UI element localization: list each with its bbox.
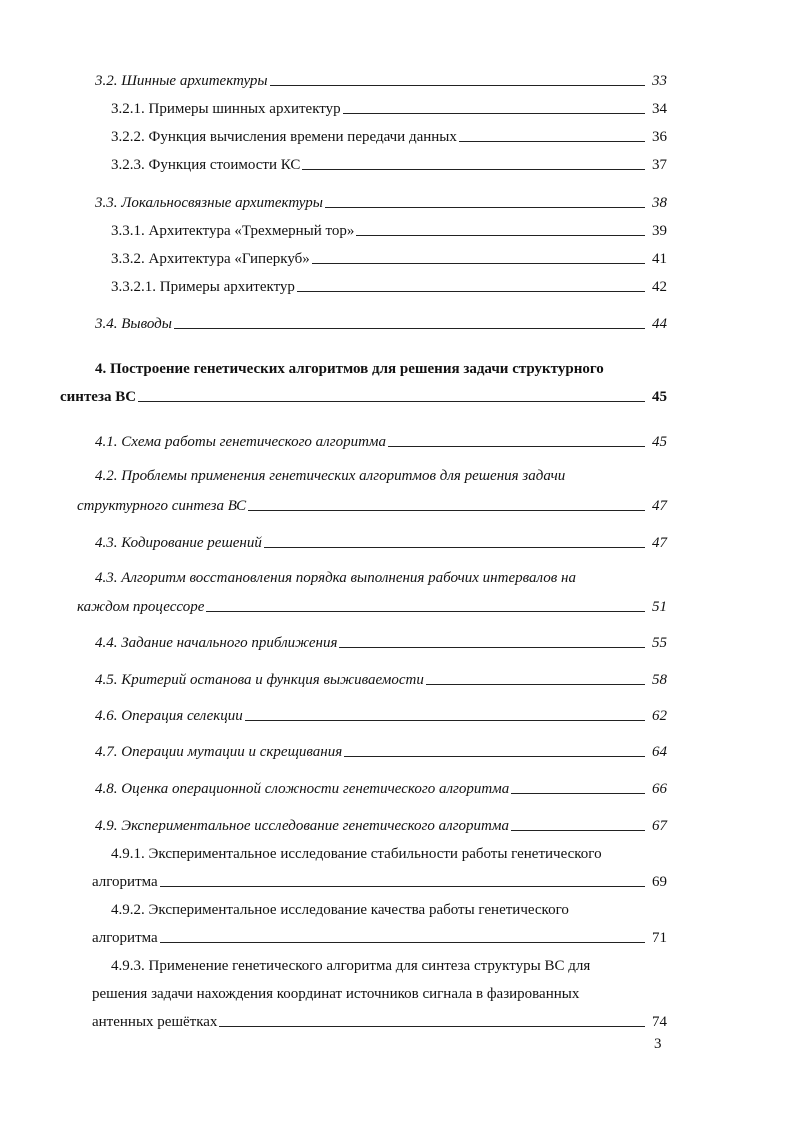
toc-page-number: 41 <box>652 251 667 267</box>
leader-line <box>297 290 645 292</box>
toc-entry <box>111 246 667 268</box>
toc-entry <box>95 190 667 212</box>
leader-line <box>459 140 645 142</box>
toc-page-number: 34 <box>652 101 667 117</box>
leader-line <box>174 327 645 329</box>
toc-page-number: 74 <box>652 1014 667 1030</box>
toc-page-number: 51 <box>652 599 667 615</box>
toc-page-number: 47 <box>652 535 667 551</box>
toc-entry <box>95 667 667 689</box>
toc-title: антенных решётках <box>92 1014 218 1030</box>
chapter-heading-line1: 4. Построение генетических алгоритмов для решения задачи структурного <box>95 361 604 377</box>
toc-page-number: 37 <box>652 157 667 173</box>
toc-page-number: 38 <box>652 195 667 211</box>
toc-title-line1: 4.9.2. Экспериментальное исследование качества работы генетического <box>111 902 569 918</box>
leader-line <box>206 610 645 612</box>
toc-page-number: 45 <box>652 434 667 450</box>
leader-line <box>264 546 645 548</box>
toc-page-number: 36 <box>652 129 667 145</box>
toc-entry <box>95 630 667 652</box>
toc-title: 3.3.1. Архитектура «Трехмерный тор» <box>111 223 355 239</box>
leader-line <box>344 755 645 757</box>
toc-page-number: 69 <box>652 874 667 890</box>
leader-line <box>245 719 645 721</box>
toc-entry <box>77 493 667 515</box>
leader-line <box>219 1025 645 1027</box>
toc-page-number: 71 <box>652 930 667 946</box>
toc-title: 3.3. Локальносвязные архитектуры <box>95 195 323 211</box>
toc-title: 3.2.2. Функция вычисления времени передачи данных <box>111 129 457 145</box>
toc-title: 3.3.2.1. Примеры архитектур <box>111 279 295 295</box>
toc-entry <box>95 813 667 835</box>
page-number: 3 <box>654 1036 662 1052</box>
leader-line <box>160 885 645 887</box>
toc-title: 4.3. Кодирование решений <box>95 535 262 551</box>
toc-page-number: 45 <box>652 389 667 405</box>
leader-line <box>248 509 645 511</box>
leader-line <box>511 829 645 831</box>
toc-title-line1: 4.2. Проблемы применения генетических алгоритмов для решения задачи <box>95 468 566 484</box>
toc-entry <box>92 925 667 947</box>
toc-title: 3.2.3. Функция стоимости КС <box>111 157 301 173</box>
toc-page-number: 55 <box>652 635 667 651</box>
toc-entry <box>95 311 667 333</box>
toc-title: 4.8. Оценка операционной сложности генетического алгоритма <box>95 781 510 797</box>
toc-page-number: 67 <box>652 818 667 834</box>
leader-line <box>343 112 645 114</box>
toc-title: 3.4. Выводы <box>95 316 172 332</box>
toc-title: 4.6. Операция селекции <box>95 708 243 724</box>
toc-title: алгоритма <box>92 874 158 890</box>
leader-line <box>388 445 645 447</box>
toc-entry <box>111 274 667 296</box>
toc-entry <box>60 384 667 406</box>
toc-entry <box>111 152 667 174</box>
leader-line <box>138 400 645 402</box>
leader-line <box>511 792 645 794</box>
toc-entry <box>95 739 667 761</box>
leader-line <box>325 206 645 208</box>
toc-entry <box>111 218 667 240</box>
toc-title: 4.4. Задание начального приближения <box>95 635 338 651</box>
toc-entry <box>95 68 667 90</box>
toc-title: 3.2. Шинные архитектуры <box>95 73 268 89</box>
toc-title-line1: 4.9.3. Применение генетического алгоритма для синтеза структуры ВС для <box>111 958 591 974</box>
toc-entry <box>111 96 667 118</box>
leader-line <box>160 941 645 943</box>
toc-page-number: 44 <box>652 316 667 332</box>
toc-title: синтеза ВС <box>60 389 137 405</box>
toc-page-number: 42 <box>652 279 667 295</box>
toc-page-number: 62 <box>652 708 667 724</box>
toc-title: 3.3.2. Архитектура «Гиперкуб» <box>111 251 310 267</box>
toc-page-number: 66 <box>652 781 667 797</box>
toc-title: алгоритма <box>92 930 158 946</box>
leader-line <box>339 646 645 648</box>
toc-page-number: 33 <box>652 73 667 89</box>
toc-title-line1: 4.9.1. Экспериментальное исследование стабильности работы генетического <box>111 846 602 862</box>
toc-entry <box>77 594 667 616</box>
toc-entry <box>95 703 667 725</box>
toc-entry <box>92 1009 667 1031</box>
leader-line <box>270 84 645 86</box>
toc-title: каждом процессоре <box>77 599 205 615</box>
toc-title: 3.2.1. Примеры шинных архитектур <box>111 101 341 117</box>
leader-line <box>356 234 645 236</box>
toc-entry <box>92 869 667 891</box>
toc-entry <box>95 530 667 552</box>
toc-page-number: 64 <box>652 744 667 760</box>
leader-line <box>426 683 645 685</box>
toc-title: 4.5. Критерий останова и функция выживаемости <box>95 672 424 688</box>
toc-entry <box>95 776 667 798</box>
toc-title: 4.7. Операции мутации и скрещивания <box>95 744 343 760</box>
toc-entry <box>95 429 667 451</box>
toc-title: структурного синтеза ВС <box>77 498 247 514</box>
leader-line <box>312 262 645 264</box>
toc-title: 4.1. Схема работы генетического алгоритма <box>95 434 386 450</box>
toc-page-number: 47 <box>652 498 667 514</box>
toc-title-line1: 4.3. Алгоритм восстановления порядка выполнения рабочих интервалов на <box>95 570 576 586</box>
toc-page-number: 39 <box>652 223 667 239</box>
toc-page-number: 58 <box>652 672 667 688</box>
leader-line <box>302 168 645 170</box>
toc-entry <box>111 124 667 146</box>
toc-title-line2: решения задачи нахождения координат источников сигнала в фазированных <box>92 986 580 1002</box>
toc-title: 4.9. Экспериментальное исследование генетического алгоритма <box>95 818 509 834</box>
